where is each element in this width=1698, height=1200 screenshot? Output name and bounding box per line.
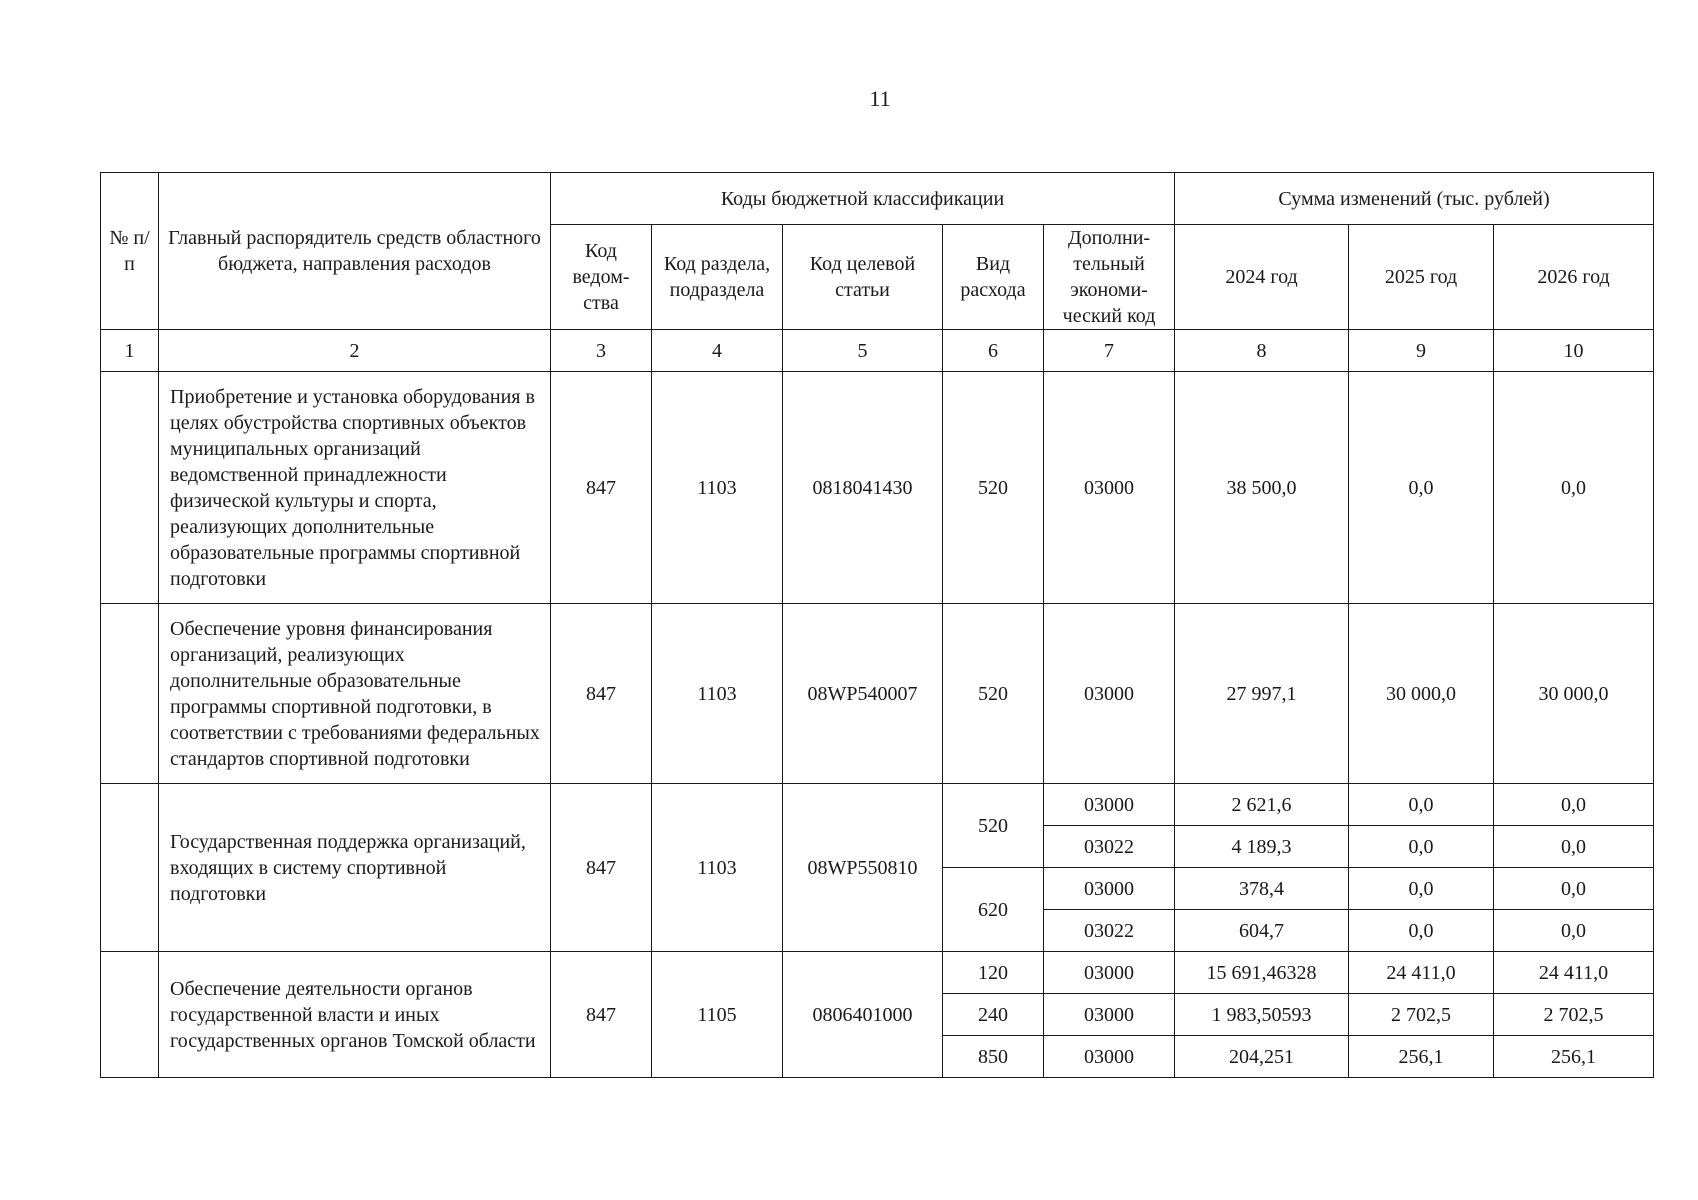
column-number: 6 [943, 330, 1044, 372]
header-name: Главный распорядитель средств областного бюджета, направления расходов [159, 173, 551, 330]
header-year-2025: 2025 год [1349, 225, 1494, 330]
amount-2025: 0,0 [1349, 826, 1494, 868]
amount-2024: 27 997,1 [1175, 604, 1349, 784]
column-number: 10 [1494, 330, 1654, 372]
target-code: 0818041430 [783, 372, 943, 604]
section-code: 1103 [652, 784, 783, 952]
amount-2024: 2 621,6 [1175, 784, 1349, 826]
expense-type: 620 [943, 868, 1044, 952]
expense-type: 520 [943, 604, 1044, 784]
row-description: Государственная поддержка организаций, входящих в систему спортивной подготовки [159, 784, 551, 952]
amount-2026: 24 411,0 [1494, 952, 1654, 994]
econ-code: 03000 [1044, 372, 1175, 604]
header-codes-group: Коды бюджетной классификации [551, 173, 1175, 225]
amount-2026: 0,0 [1494, 868, 1654, 910]
dept-code: 847 [551, 372, 652, 604]
header-year-2026: 2026 год [1494, 225, 1654, 330]
header-target-code: Код целевой статьи [783, 225, 943, 330]
header-sum-group: Сумма изменений (тыс. рублей) [1175, 173, 1654, 225]
amount-2026: 0,0 [1494, 910, 1654, 952]
amount-2026: 256,1 [1494, 1036, 1654, 1078]
header-expense-type: Вид расхода [943, 225, 1044, 330]
amount-2026: 0,0 [1494, 826, 1654, 868]
header-row [101, 173, 1654, 225]
dept-code: 847 [551, 604, 652, 784]
table-row [101, 784, 1654, 826]
column-number: 9 [1349, 330, 1494, 372]
section-code: 1103 [652, 604, 783, 784]
column-number: 4 [652, 330, 783, 372]
amount-2025: 2 702,5 [1349, 994, 1494, 1036]
expense-type: 520 [943, 784, 1044, 868]
amount-2026: 2 702,5 [1494, 994, 1654, 1036]
amount-2024: 378,4 [1175, 868, 1349, 910]
header-econ-code: Дополни-тельный экономи-ческий код [1044, 225, 1175, 330]
expense-type: 120 [943, 952, 1044, 994]
econ-code: 03000 [1044, 952, 1175, 994]
amount-2025: 30 000,0 [1349, 604, 1494, 784]
column-number: 3 [551, 330, 652, 372]
row-description: Приобретение и установка оборудования в целях обустройства спортивных объектов муниципальных организаций ведомственной принадлежности физической культуры и спорта, реализующих дополнительные образовательные программы спортивной подготовки [159, 372, 551, 604]
header-section-code: Код раздела, подраздела [652, 225, 783, 330]
amount-2024: 204,251 [1175, 1036, 1349, 1078]
column-number: 2 [159, 330, 551, 372]
amount-2024: 1 983,50593 [1175, 994, 1349, 1036]
econ-code: 03022 [1044, 826, 1175, 868]
amount-2026: 0,0 [1494, 372, 1654, 604]
target-code: 08WP540007 [783, 604, 943, 784]
row-number [101, 372, 159, 604]
column-number: 8 [1175, 330, 1349, 372]
section-code: 1105 [652, 952, 783, 1078]
section-code: 1103 [652, 372, 783, 604]
amount-2025: 0,0 [1349, 910, 1494, 952]
row-number [101, 604, 159, 784]
amount-2026: 30 000,0 [1494, 604, 1654, 784]
page-number: 11 [869, 86, 891, 111]
target-code: 0806401000 [783, 952, 943, 1078]
econ-code: 03000 [1044, 994, 1175, 1036]
header-dept-code: Код ведом-ства [551, 225, 652, 330]
amount-2025: 256,1 [1349, 1036, 1494, 1078]
target-code: 08WP550810 [783, 784, 943, 952]
column-number: 5 [783, 330, 943, 372]
econ-code: 03000 [1044, 1036, 1175, 1078]
header-year-2024: 2024 год [1175, 225, 1349, 330]
amount-2024: 38 500,0 [1175, 372, 1349, 604]
row-number [101, 784, 159, 952]
amount-2024: 604,7 [1175, 910, 1349, 952]
amount-2024: 4 189,3 [1175, 826, 1349, 868]
header-number: № п/п [101, 173, 159, 330]
amount-2025: 24 411,0 [1349, 952, 1494, 994]
table-row [101, 372, 1654, 604]
table-row [101, 952, 1654, 994]
row-description: Обеспечение деятельности органов государственной власти и иных государственных органов Томской области [159, 952, 551, 1078]
row-number [101, 952, 159, 1078]
econ-code: 03022 [1044, 910, 1175, 952]
dept-code: 847 [551, 952, 652, 1078]
expense-type: 240 [943, 994, 1044, 1036]
column-numbers-row [101, 330, 1654, 372]
amount-2025: 0,0 [1349, 868, 1494, 910]
budget-changes-table [100, 172, 1654, 1078]
expense-type: 520 [943, 372, 1044, 604]
table-row [101, 604, 1654, 784]
dept-code: 847 [551, 784, 652, 952]
column-number: 7 [1044, 330, 1175, 372]
econ-code: 03000 [1044, 868, 1175, 910]
econ-code: 03000 [1044, 784, 1175, 826]
amount-2025: 0,0 [1349, 372, 1494, 604]
expense-type: 850 [943, 1036, 1044, 1078]
column-number: 1 [101, 330, 159, 372]
amount-2026: 0,0 [1494, 784, 1654, 826]
amount-2025: 0,0 [1349, 784, 1494, 826]
row-description: Обеспечение уровня финансирования организаций, реализующих дополнительные образовательные программы спортивной подготовки, в соответствии с требованиями федеральных стандартов спортивной подготовки [159, 604, 551, 784]
amount-2024: 15 691,46328 [1175, 952, 1349, 994]
econ-code: 03000 [1044, 604, 1175, 784]
